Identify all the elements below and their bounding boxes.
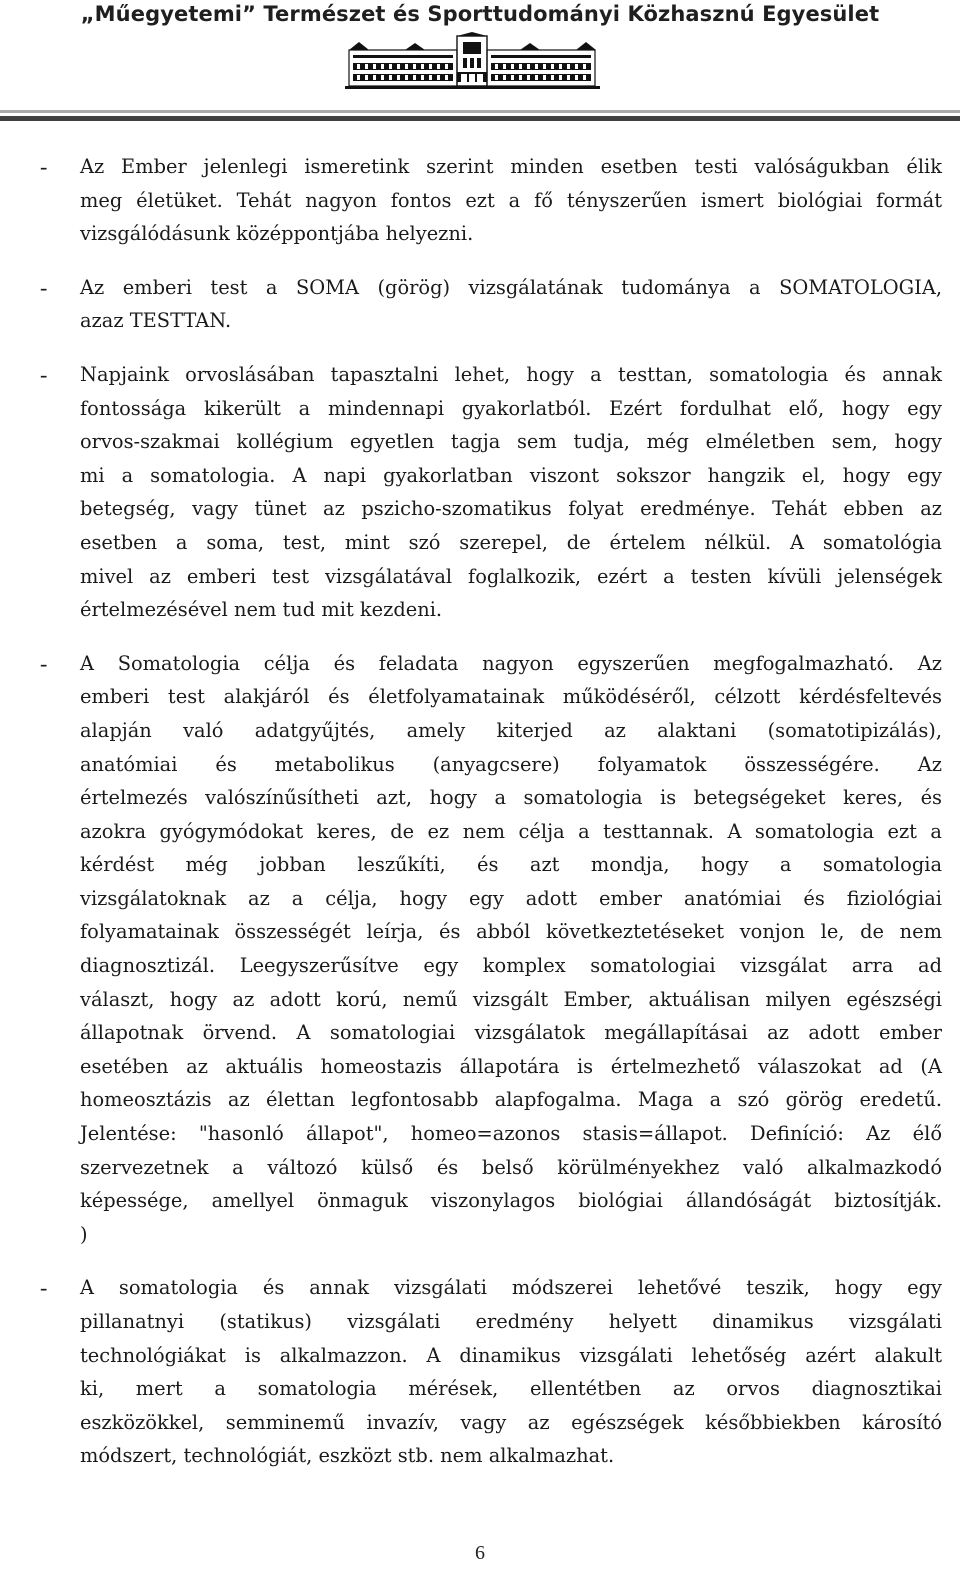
text-line: A Somatologia célja és feladata nagyon egyszerűen megfogalmazható. Az (80, 651, 942, 675)
list-bullet: - (40, 274, 48, 300)
text-line: pillanatnyi (statikus) vizsgálati eredmény helyett dinamikus vizsgálati (80, 1310, 942, 1333)
text-line: kérdést még jobban leszűkíti, és azt mondja, hogy a somatologia (80, 853, 942, 877)
list-item (0, 647, 960, 1252)
list-bullet: - (40, 154, 48, 179)
text-line: anatómiai és metabolikus (anyagcsere) folyamatok összességére. Az (80, 752, 942, 776)
body-text (0, 150, 960, 1473)
list-item (0, 150, 960, 251)
page-number: 6 (475, 1542, 485, 1564)
paragraph (80, 647, 942, 1252)
text-line: folyamatainak összességét leírja, és abból következtetéseket vonjon le, de nem (80, 920, 942, 944)
text-line: meg életüket. Tehát nagyon fontos ezt a fő tényszerűen ismert biológiai formát (80, 188, 942, 212)
text-line: Az Ember jelenlegi ismeretink szerint minden esetben testi valóságukban élik (80, 155, 942, 178)
text-line: emberi test alakjáról és életfolyamatainak működéséről, célzott kérdésfeltevés (80, 685, 942, 709)
paragraph (80, 271, 942, 338)
text-line: módszert, technológiát, eszközt stb. nem alkalmazhat. (80, 1444, 615, 1468)
list-bullet: - (40, 1275, 48, 1301)
paragraph (80, 1271, 942, 1473)
text-line: ki, mert a somatologia mérések, ellentétben az orvos diagnosztikai (80, 1377, 942, 1401)
text-line: A somatologia és annak vizsgálati módszerei lehetővé teszik, hogy egy (80, 1276, 942, 1300)
list-item (0, 358, 960, 627)
text-line: azokra gyógymódokat keres, de ez nem célja a testtannak. A somatologia ezt a (80, 819, 942, 843)
list-bullet: - (40, 361, 48, 387)
text-line: ) (80, 1222, 88, 1246)
list-bullet: - (40, 650, 48, 676)
text-line: választ, hogy az adott korú, nemű vizsgált Ember, aktuálisan milyen egészségi (80, 987, 942, 1011)
header-title: „Műegyetemi” Természet és Sporttudományi Közhasznú Egyesület (80, 2, 880, 26)
text-line: esetében az aktuális homeostazis állapotára is értelmezhető válaszokat ad (A (80, 1054, 942, 1078)
header-rule-dark (0, 116, 960, 121)
text-line: alapján való adatgyűjtés, amely kiterjed az alaktani (somatotipizálás), (80, 718, 942, 742)
header-rule-light (0, 110, 960, 113)
text-line: szervezetnek a változó külső és belső körülményekhez való alkalmazkodó (80, 1155, 942, 1179)
text-line: vizsgálódásunk középpontjába helyezni. (80, 222, 474, 246)
list-item (0, 271, 960, 338)
text-line: mi a somatologia. A napi gyakorlatban viszont sokszor hangzik el, hogy egy (80, 463, 942, 487)
text-line: orvos-szakmai kollégium egyetlen tagja sem tudja, még elméletben sem, hogy (80, 430, 942, 454)
text-line: értelmezés valószínűsítheti azt, hogy a somatologia is betegségeket keres, és (80, 786, 942, 810)
text-line: mivel az emberi test vizsgálatával foglalkozik, ezért a testen kívüli jelenségek (80, 564, 942, 588)
text-line: homeosztázis az élettan legfontosabb alapfogalma. Maga a szó görög eredetű. (80, 1088, 942, 1112)
paragraph (80, 150, 942, 251)
text-line: képessége, amellyel önmaguk viszonylagos biológiai állandóságát biztosítják. (80, 1189, 942, 1213)
text-line: azaz TESTTAN. (80, 309, 232, 333)
paragraph (80, 358, 942, 627)
text-line: Az emberi test a SOMA (görög) vizsgálatának tudománya a SOMATOLOGIA, (80, 275, 942, 299)
text-line: fontossága kikerült a mindennapi gyakorlatból. Ezért fordulhat elő, hogy egy (80, 396, 942, 420)
text-line: értelmezésével nem tud mit kezdeni. (80, 598, 443, 622)
text-line: eszközökkel, semminemű invazív, vagy az egészségek későbbiekben károsító (80, 1410, 942, 1434)
university-building-logo (345, 32, 600, 92)
text-line: állapotnak örvend. A somatologiai vizsgálatok megállapításai az adott ember (80, 1021, 942, 1045)
list-item (0, 1271, 960, 1473)
text-line: betegség, vagy tünet az pszicho-szomatikus folyat eredménye. Tehát ebben az (80, 497, 942, 521)
text-line: Napjaink orvoslásában tapasztalni lehet, hogy a testtan, somatologia és annak (80, 362, 942, 386)
text-line: diagnosztizál. Leegyszerűsítve egy komplex somatologiai vizsgálat arra ad (80, 954, 942, 978)
text-line: technológiákat is alkalmazzon. A dinamikus vizsgálati lehetőség azért alakult (80, 1343, 942, 1367)
text-line: vizsgálatoknak az a célja, hogy egy adott ember anatómiai és fiziológiai (80, 886, 942, 910)
text-line: esetben a soma, test, mint szó szerepel, de értelem nélkül. A somatológia (80, 530, 942, 554)
text-line: Jelentése: "hasonló állapot", homeo=azonos stasis=állapot. Definíció: Az élő (80, 1122, 942, 1146)
